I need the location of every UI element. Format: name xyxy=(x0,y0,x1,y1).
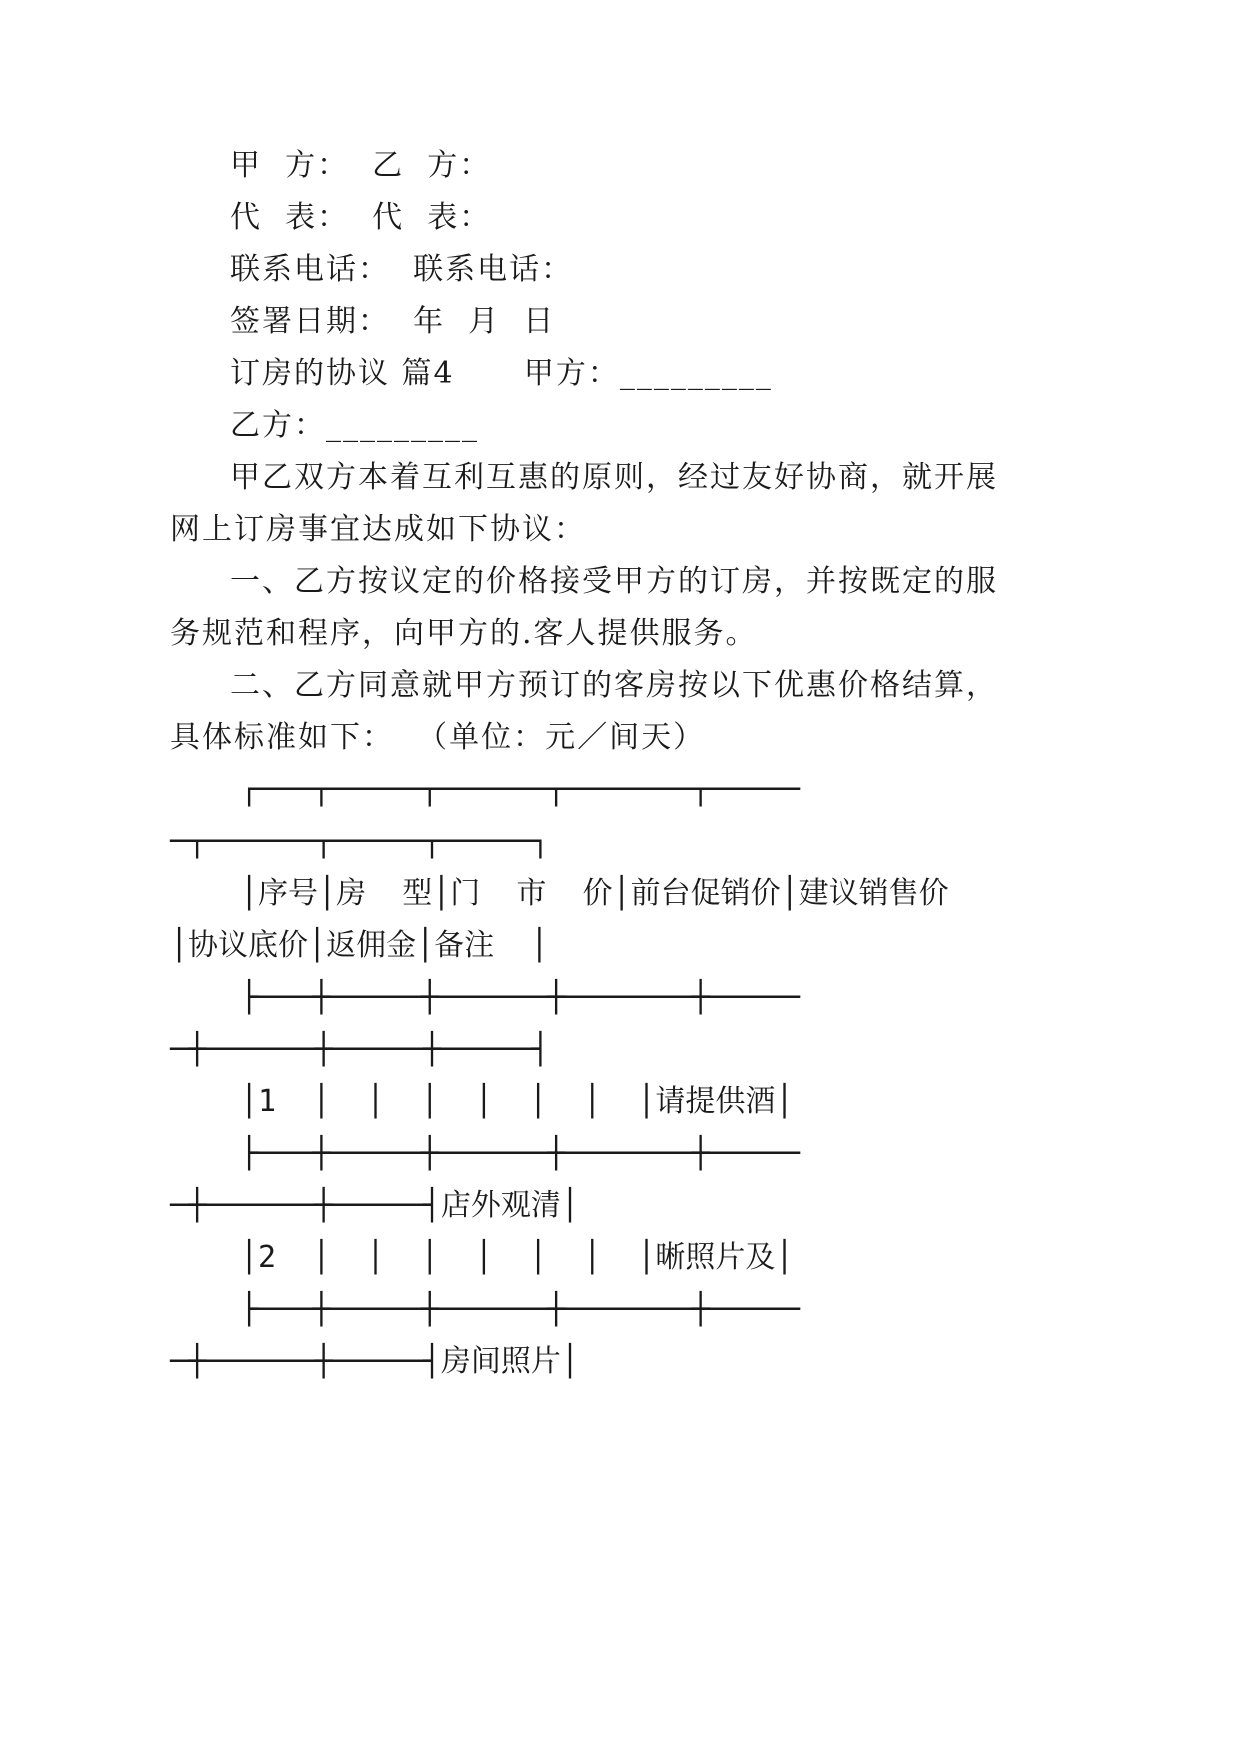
signing-date-line: 签署日期： 年 月 日 xyxy=(230,304,556,339)
table-row: │1 │ │ │ │ │ │ │请提供酒│ xyxy=(240,1084,794,1119)
section-title-line: 订房的协议 篇4 甲方：_________ xyxy=(230,356,773,391)
clause-2-line2: 具体标准如下： （单位：元／间天） xyxy=(170,720,706,755)
clause-1-line1: 一、乙方按议定的价格接受甲方的订房，并按既定的服 xyxy=(230,564,998,599)
table-divider-cont: ─┼──────┼─────┤店外观清│ xyxy=(170,1188,579,1223)
table-header-row-cont: │协议底价│返佣金│备注 │ xyxy=(170,928,549,963)
table-header-row: │序号│房 型│门 市 价│前台促销价│建议销售价 xyxy=(240,876,949,911)
intro-paragraph-line2: 网上订房事宜达成如下协议： xyxy=(170,512,586,547)
table-divider: ├───┼─────┼──────┼───────┼───── xyxy=(240,1136,800,1171)
table-row: │2 │ │ │ │ │ │ │晰照片及│ xyxy=(240,1240,794,1275)
table-top-border-cont: ─┬──────┬─────┬─────┐ xyxy=(170,824,550,859)
clause-1-line2: 务规范和程序，向甲方的.客人提供服务。 xyxy=(170,616,758,651)
table-divider: ├───┼─────┼──────┼───────┼───── xyxy=(240,1292,800,1327)
table-divider-cont: ─┼──────┼─────┼─────┤ xyxy=(170,1032,550,1067)
table-top-border: ┌───┬─────┬──────┬───────┬───── xyxy=(240,772,800,807)
intro-paragraph-line1: 甲乙双方本着互利互惠的原则，经过友好协商，就开展 xyxy=(230,460,998,495)
representative-line: 代 表： 代 表： xyxy=(230,200,492,235)
clause-2-line1: 二、乙方同意就甲方预订的客房按以下优惠价格结算， xyxy=(230,668,998,703)
party-b-line: 乙方：_________ xyxy=(230,408,479,443)
party-line: 甲 方： 乙 方： xyxy=(230,148,492,183)
phone-line: 联系电话： 联系电话： xyxy=(230,252,574,287)
table-divider-cont: ─┼──────┼─────┤房间照片│ xyxy=(170,1344,579,1379)
table-divider: ├───┼─────┼──────┼───────┼───── xyxy=(240,980,800,1015)
